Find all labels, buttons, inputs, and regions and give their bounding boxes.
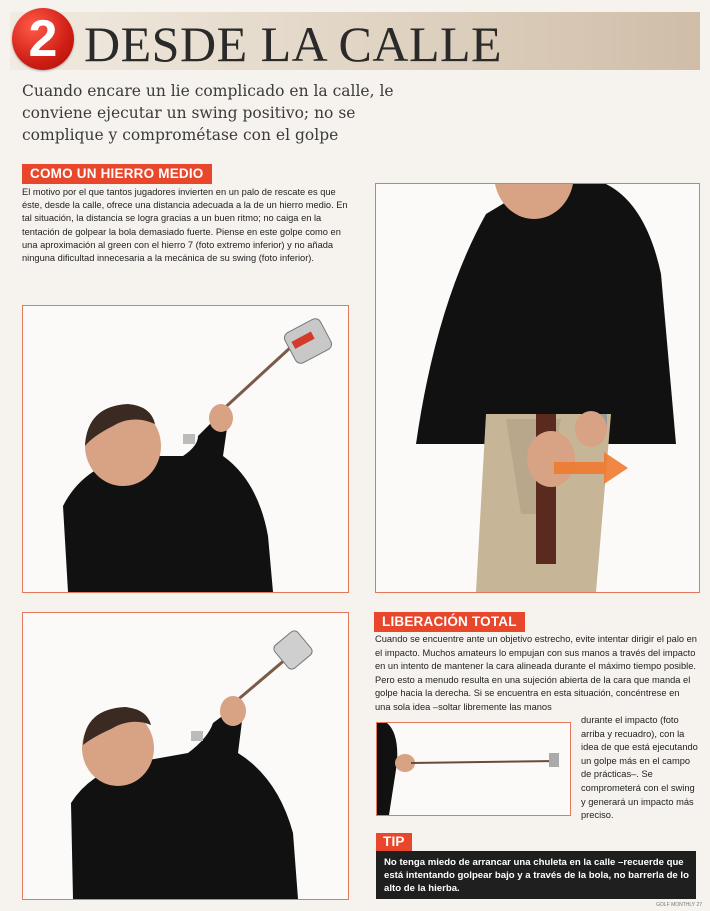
section-label-tip: TIP (376, 833, 412, 851)
section-label-liberacion: LIBERACIÓN TOTAL (374, 612, 525, 632)
tip-text: No tenga miedo de arrancar una chuleta en la calle –recuerde que está intentando golpear bajo y a través de la bola, no barrerla de lo alto de la hierba. (384, 857, 689, 894)
section-label-hierro-medio: COMO UN HIERRO MEDIO (22, 164, 212, 184)
page-title: DESDE LA CALLE (84, 16, 503, 72)
tip-box (376, 851, 696, 899)
photo-inset-release (376, 722, 571, 816)
section-number-badge: 2 (12, 8, 74, 70)
intro-text: Cuando encare un lie complicado en la calle, le conviene ejecutar un swing positivo; no se complique y comprométase con el golpe (22, 82, 394, 144)
photo-backswing-bottom (22, 612, 349, 900)
body-text-hierro-medio: El motivo por el que tantos jugadores invierten en un palo de rescate es que éste, desde la calle, ofrece una distancia adecuada a la de un hierro medio. En tal situación, la distancia se logra gracias a un buen ritmo; no caiga en la tentación de golpear la bola demasiado fuerte. Piense en este golpe como en una aproximación al green con el hierro 7 (foto extremo inferior) y no añada ninguna dificultad innecesaria a la mecánica de su swing (foto inferior). (22, 187, 348, 264)
photo-backswing-top (22, 305, 349, 593)
page-footer: GOLF MONTHLY 27 (656, 902, 702, 908)
photo-impact-release (375, 183, 700, 593)
body-text-liberacion: Cuando se encuentre ante un objetivo estrecho, evite intentar dirigir el palo en el impacto. Muchos amateurs lo empujan con sus manos a través del impacto en un intento de mantener la cara alineada durante el máximo tiempo posible. Pero esto a menudo resulta en una sujeción abierta de la cara que manda el golpe hacia la derecha. Si se encuentra en esta situación, concéntrese en una sola idea –soltar libremente las manos (375, 634, 697, 712)
body-text-liberacion-wrap: durante el impacto (foto arriba y recuadro), con la idea de que está ejecutando un golpe más en el campo de prácticas–. Se comprometerá con el swing y generará un impacto más preciso. (581, 715, 698, 821)
